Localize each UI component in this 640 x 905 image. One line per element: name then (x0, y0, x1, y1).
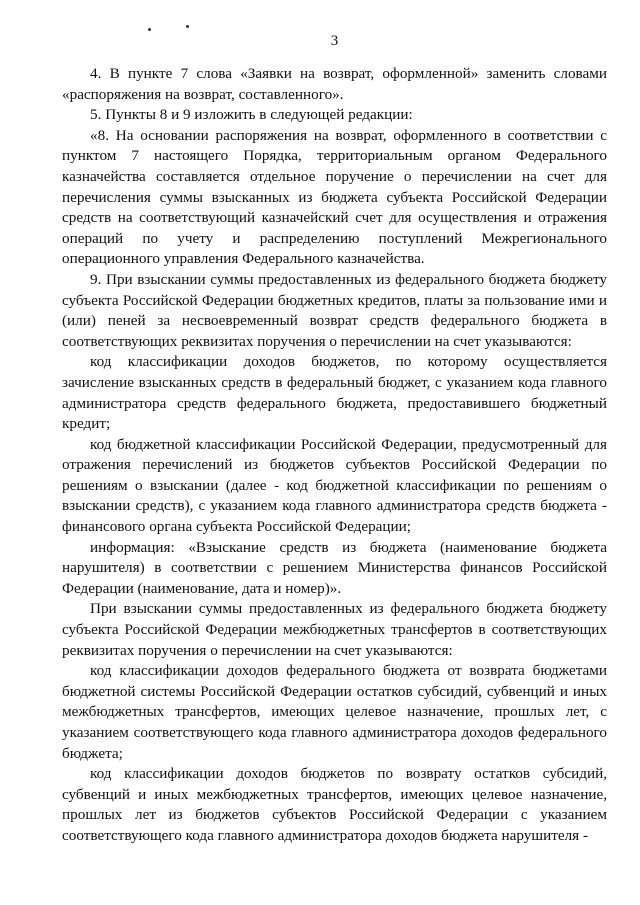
paragraph-item-5: 5. Пункты 8 и 9 изложить в следующей редакции: (90, 106, 413, 124)
paragraph-point-9: 9. При взыскании суммы предоставленных из федерального бюджета бюджету субъекта Российской Федерации бюджетных кредитов, платы за пользование ими и (или) пеней за несвоевременный возврат средств федерального бюджета в соответствующих реквизитах поручения о перечислении на счет указываются: (62, 270, 607, 350)
paragraph-return-income-code: код классификации доходов бюджетов по возврату остатков субсидий, субвенций и иных межбюджетных трансфертов, имеющих целевое назначение, прошлых лет из бюджетов субъектов Российской Федерации с указанием соответствующего кода главного администратора доходов бюджета нарушителя - (62, 765, 607, 844)
paragraph-point-8: «8. На основании распоряжения на возврат, оформленного в соответствии с пунктом 7 настоящего Порядка, территориальным органом Федерального казначейства составляется отдельное поручение о перечислении на счет для перечисления суммы взысканных из бюджета субъекта Российской Федерации средств на соответствующий казначейский счет для осуществления и отражения операций по учету и распределению поступлений Межрегионального операционного управления Федерального казначейства. (62, 126, 607, 268)
scan-speck (186, 25, 189, 28)
scan-specks (148, 24, 198, 34)
paragraph-budget-classification-code: код бюджетной классификации Российской Федерации, предусмотренный для отражения перечислений из бюджетов субъектов Российской Федерации по решениям о взыскании (далее - код бюджетной классификации по решениям о взыскании средств), с указанием кода главного администратора средств бюджета - финансового органа субъекта Российской Федерации; (62, 435, 607, 536)
scan-speck (148, 28, 151, 31)
paragraph-federal-income-code: код классификации доходов федерального бюджета от возврата бюджетами бюджетной системы Российской Федерации остатков субсидий, субвенций и иных межбюджетных трансфертов, имеющих целевое назначение, прошлых лет, с указанием соответствующего кода главного администратора доходов федерального бюджета; (62, 662, 607, 762)
paragraph-information: информация: «Взыскание средств из бюджета (наименование бюджета нарушителя) в соответствии с решением Министерства финансов Российской Федерации (наименование, дата и номер)». (62, 538, 607, 597)
page-number: 3 (330, 33, 339, 49)
paragraph-transfers-recovery: При взыскании суммы предоставленных из федерального бюджета бюджету субъекта Российской Федерации межбюджетных трансфертов в соответствующих реквизитах поручения о перечислении на счет указываются: (62, 600, 607, 659)
paragraph-item-4: 4. В пункте 7 слова «Заявки на возврат, оформленной» заменить словами «распоряжения на возврат, составленного». (62, 65, 607, 103)
paragraph-income-code: код классификации доходов бюджетов, по которому осуществляется зачисление взысканных средств в федеральный бюджет, с указанием кода главного администратора средств федерального бюджета, предоставившего бюджетный кредит; (62, 353, 607, 433)
